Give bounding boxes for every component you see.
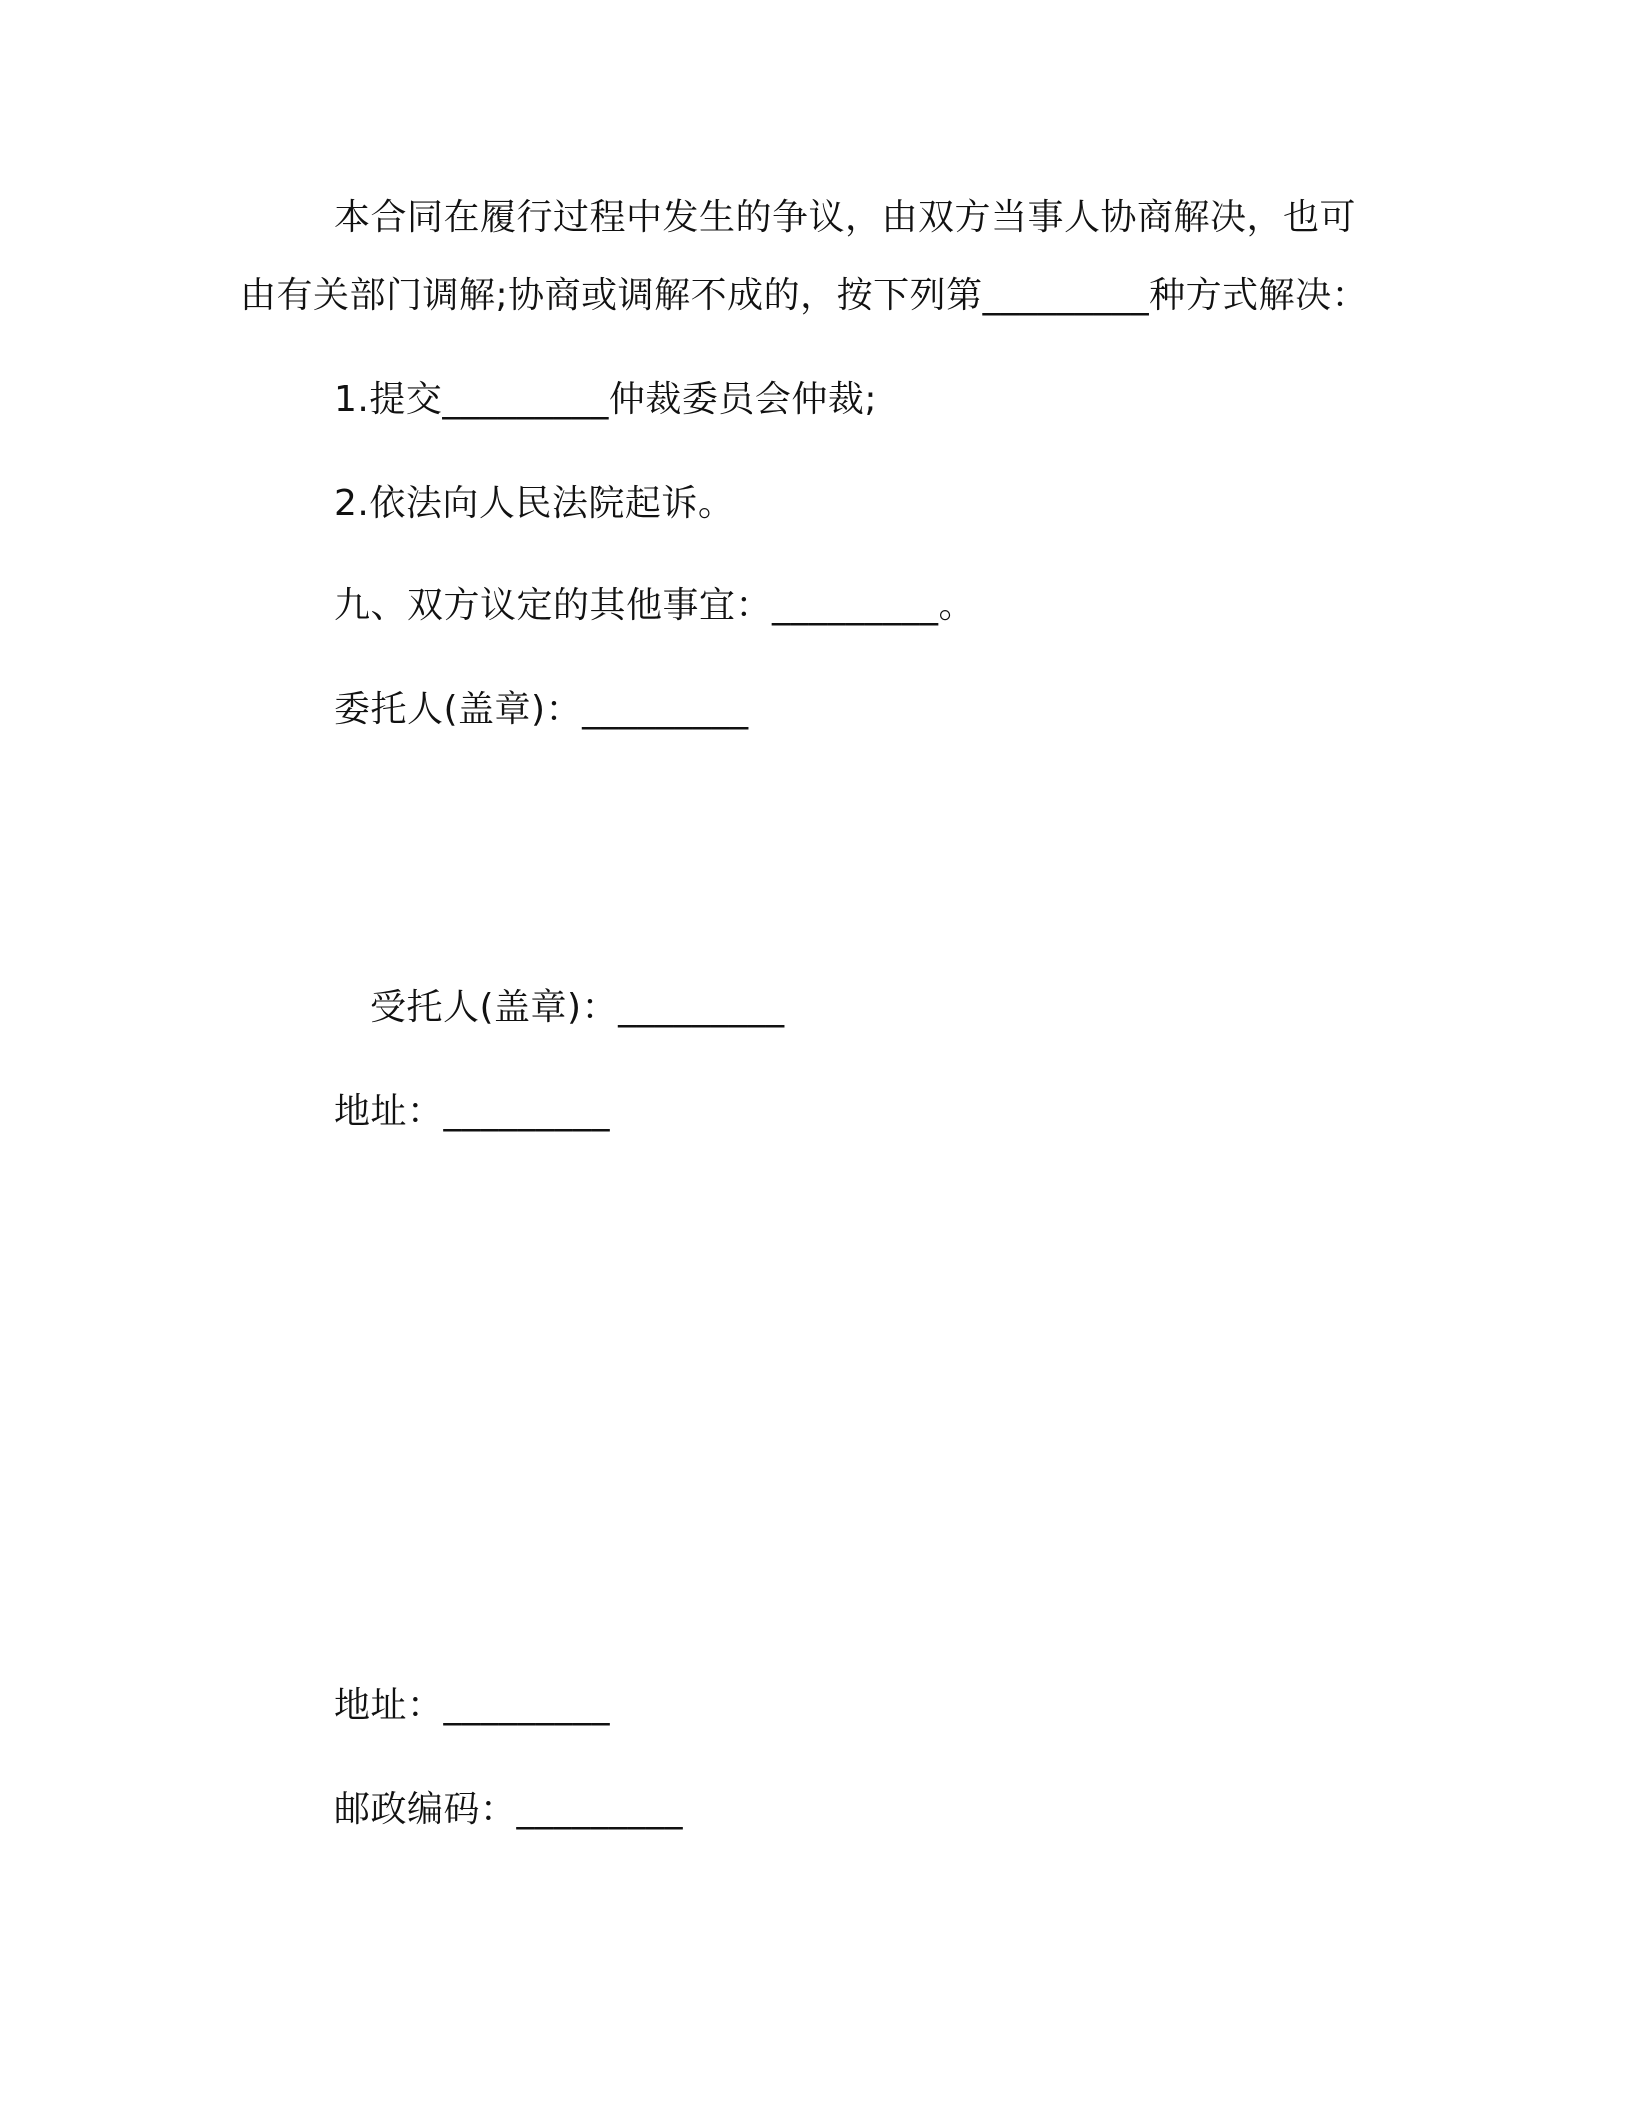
postal-code-field: 邮政编码：_________: [334, 1789, 684, 1830]
option-lawsuit: 2.依法向人民法院起诉。: [334, 483, 735, 524]
dispute-paragraph-line-1: 本合同在履行过程中发生的争议，由双方当事人协商解决，也可: [334, 197, 1357, 238]
address-field-1: 地址：_________: [334, 1091, 611, 1132]
dispute-paragraph-line-2: 由有关部门调解;协商或调解不成的，按下列第_________种方式解决：: [240, 275, 1369, 316]
consignor-seal-field: 委托人(盖章)：_________: [334, 689, 749, 730]
clause-other-matters: 九、双方议定的其他事宜：_________。: [334, 585, 976, 626]
option-arbitration: 1.提交_________仲裁委员会仲裁;: [334, 379, 877, 420]
address-field-2: 地址：_________: [334, 1685, 611, 1726]
consignee-seal-field: 受托人(盖章)：_________: [370, 987, 785, 1028]
